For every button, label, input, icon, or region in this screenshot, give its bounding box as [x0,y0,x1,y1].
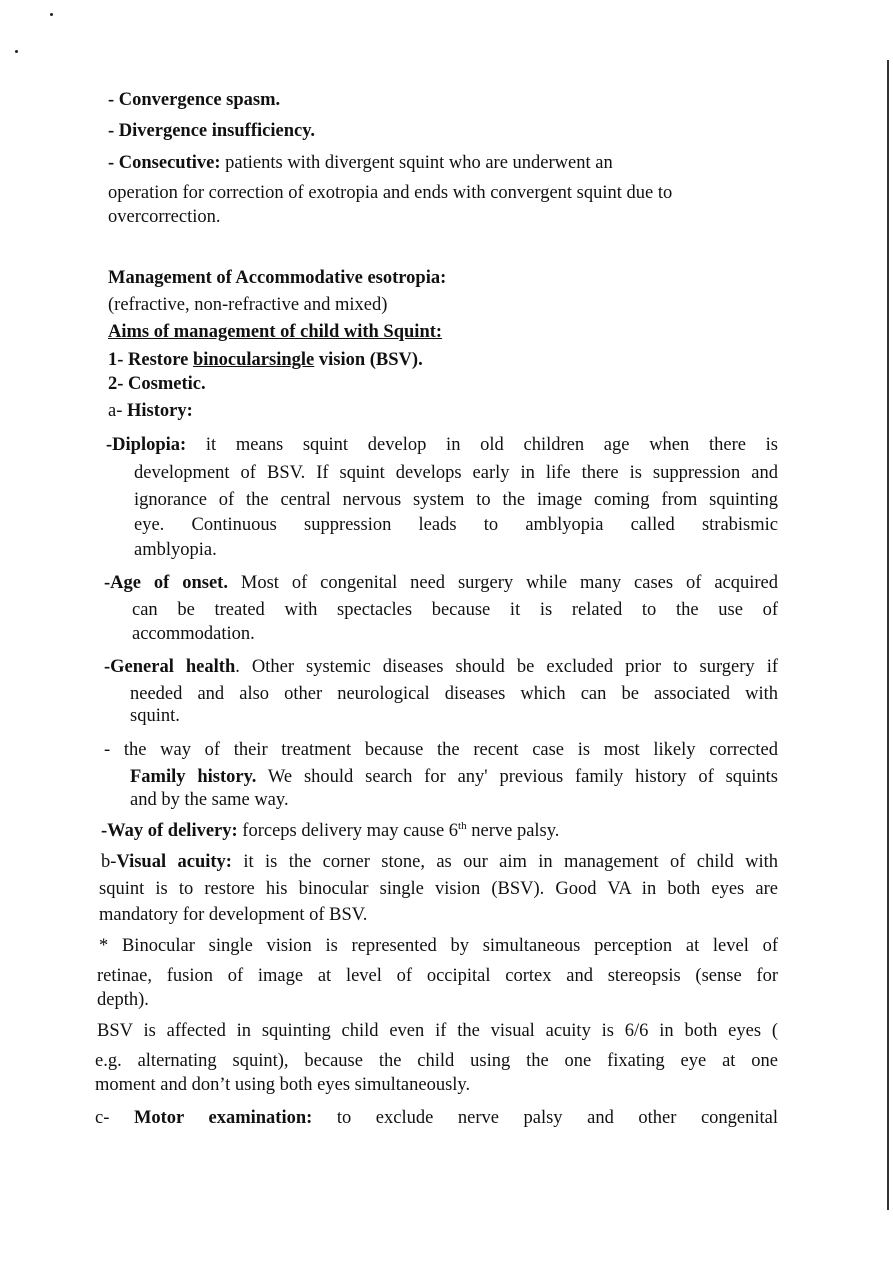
section-heading: Aims of management of child with Squint: [108,322,443,342]
text-line: retinae, fusion of image at level of occipital cortex and stereopsis (sense for [97,966,778,986]
text-line: -Way of delivery: forceps delivery may cause 6th nerve palsy. [101,819,560,841]
text-line: moment and don’t using both eyes simultaneously. [95,1075,471,1095]
text-line: needed and also other neurological diseases which can be associated with [130,684,778,704]
text-line: amblyopia. [134,540,217,560]
text-line: ignorance of the central nervous system to the image coming from squinting [134,490,778,510]
list-item: - Convergence spasm. [108,90,281,110]
text-line: operation for correction of exotropia and ends with convergent squint due to [108,183,673,203]
text-line: c- Motor examination: to exclude nerve palsy and other congenital [95,1108,778,1128]
scan-speck [50,13,53,16]
text-line: e.g. alternating squint), because the child using the one fixating eye at one [95,1051,778,1071]
list-item: 2- Cosmetic. [108,374,206,394]
text-line: b-Visual acuity: it is the corner stone, as our aim in management of child with [101,852,778,872]
text-line: depth). [97,990,149,1010]
section-heading: Management of Accommodative esotropia: [108,268,447,288]
text-line: overcorrection. [108,207,221,227]
list-item: a- History: [108,401,193,421]
text-line: Family history. We should search for any' previous family history of squints [130,767,778,787]
text-line: squint is to restore his binocular single vision (BSV). Good VA in both eyes are [99,879,778,899]
text-line: accommodation. [132,624,255,644]
text-line: (refractive, non-refractive and mixed) [108,295,388,315]
text-line: mandatory for development of BSV. [99,905,368,925]
text-line: BSV is affected in squinting child even if the visual acuity is 6/6 in both eyes ( [97,1021,778,1041]
list-item: 1- Restore binocularsingle vision (BSV). [108,350,423,370]
text-line: development of BSV. If squint develops early in life there is suppression and [134,463,778,483]
text-line: * Binocular single vision is represented by simultaneous perception at level of [99,936,778,956]
text-line: - the way of their treatment because the recent case is most likely corrected [104,740,778,760]
text-line: eye. Continuous suppression leads to amblyopia called strabismic [134,515,778,535]
text-line: -General health. Other systemic diseases should be excluded prior to surgery if [104,657,779,677]
list-item: - Consecutive: patients with divergent squint who are underwent an [108,153,613,173]
list-item: - Divergence insufficiency. [108,121,316,141]
scan-edge-line [887,60,889,1210]
text-line: -Age of onset. Most of congenital need surgery while many cases of acquired [104,573,778,593]
scan-speck [15,50,18,53]
text-line: can be treated with spectacles because it is related to the use of [132,600,778,620]
text-line: squint. [130,706,180,726]
text-line: and by the same way. [130,790,289,810]
text-line: -Diplopia: it means squint develop in old children age when there is [106,435,778,455]
